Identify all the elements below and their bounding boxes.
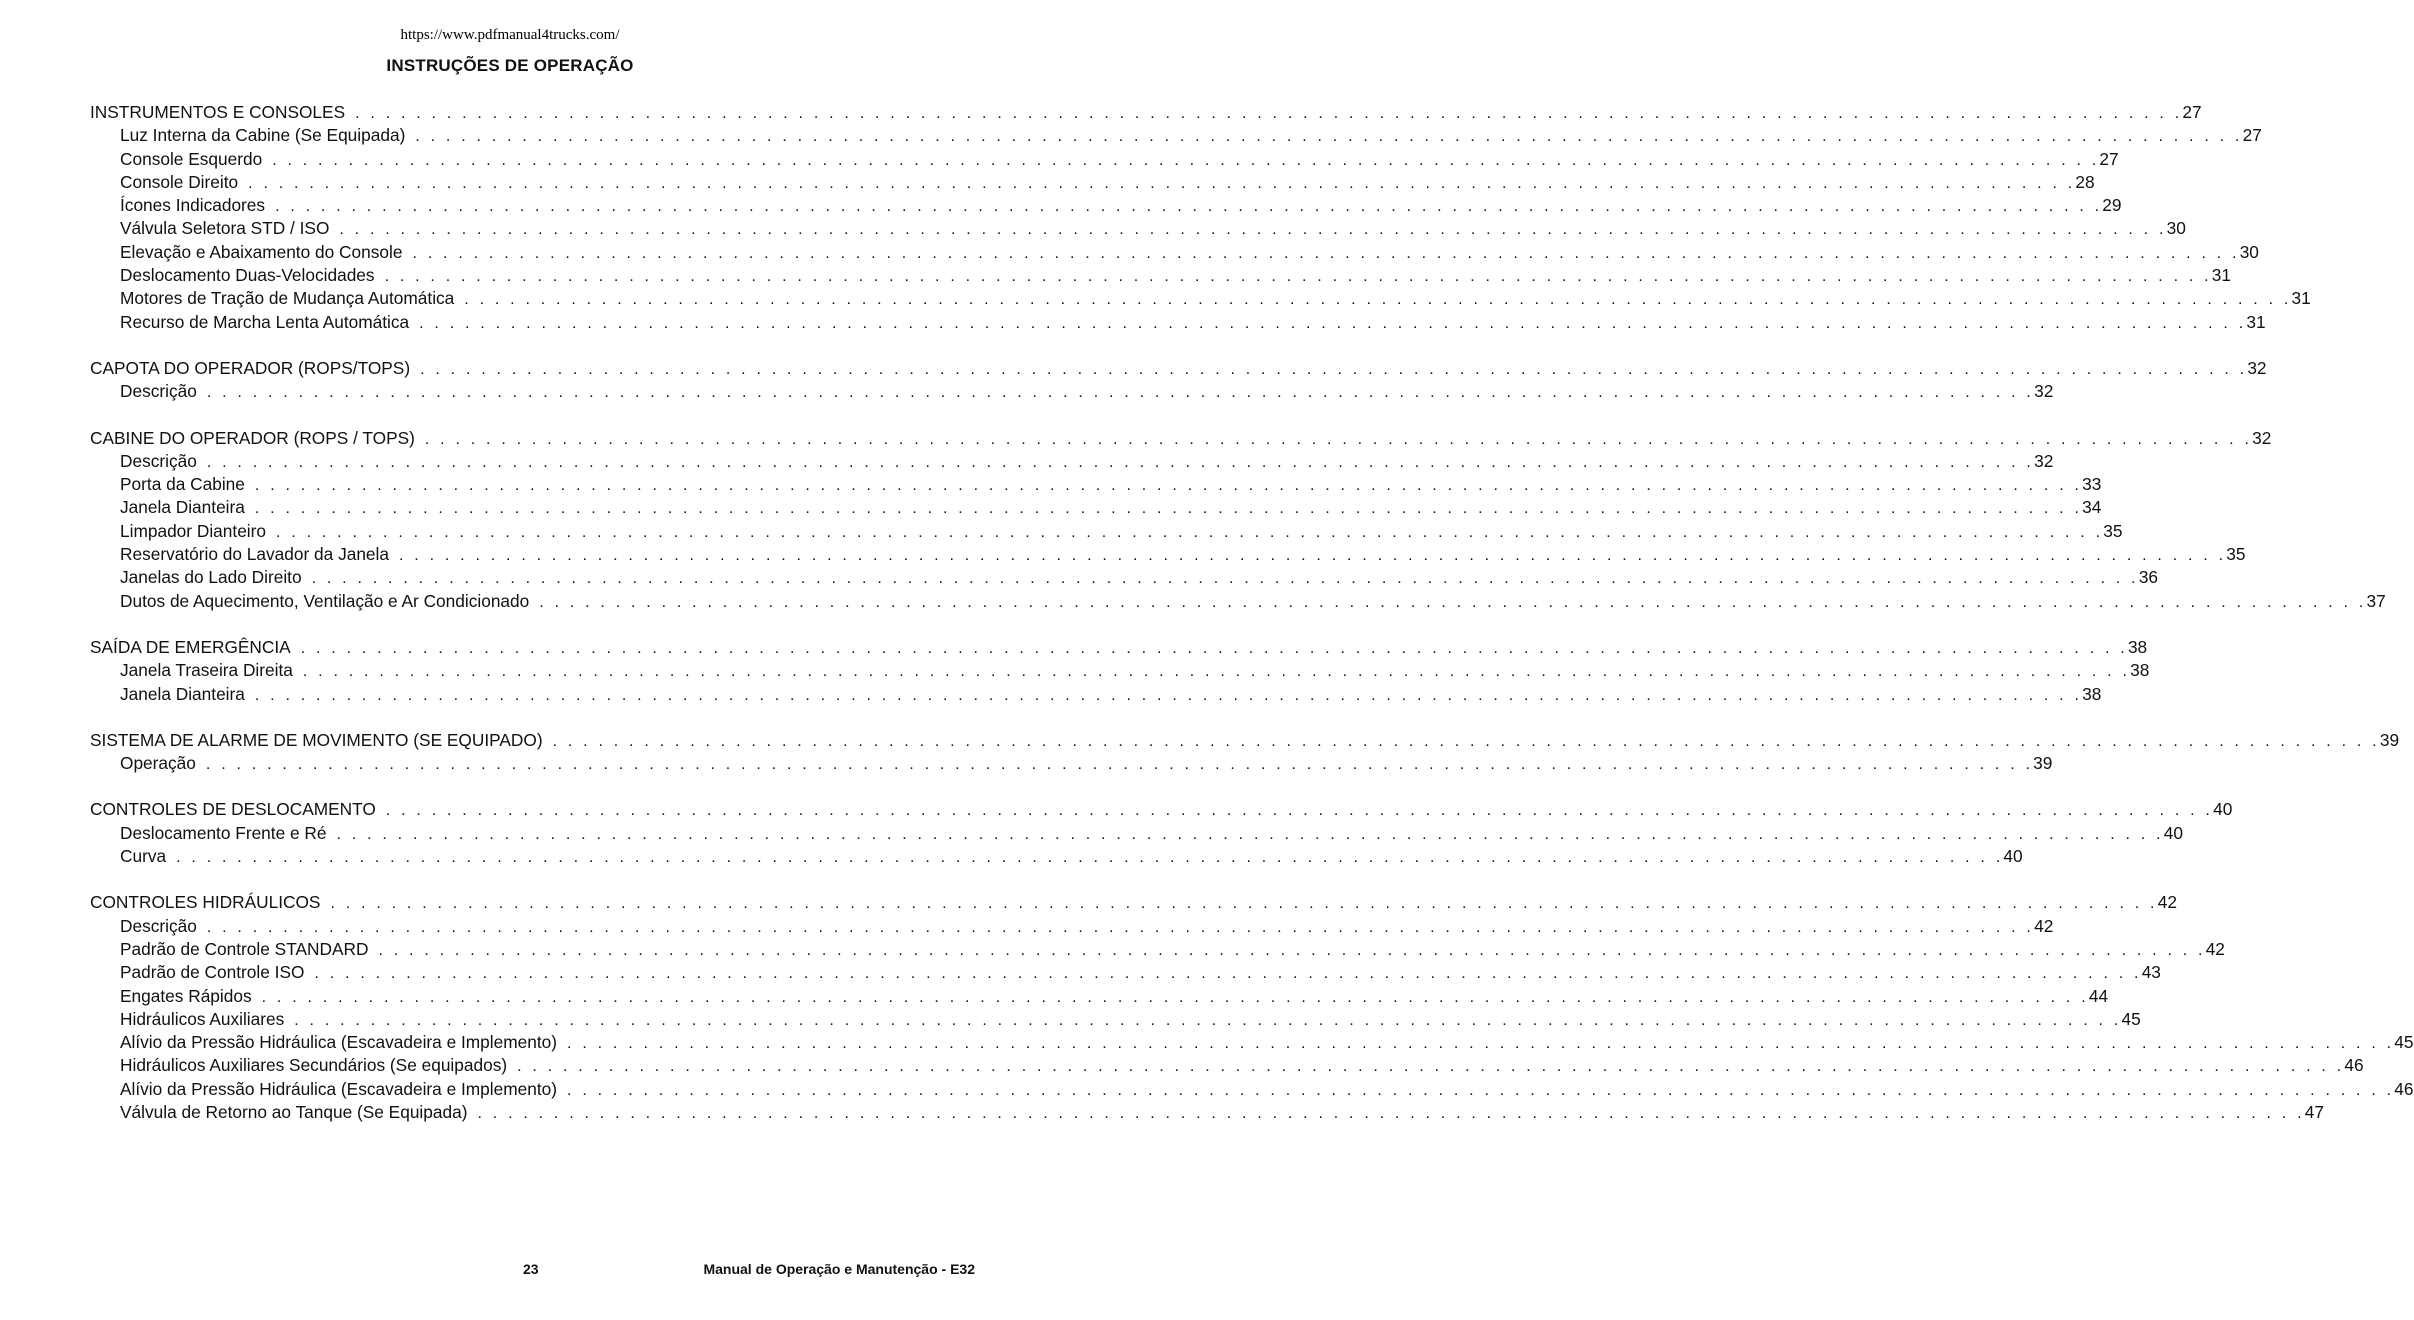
dot-leader: . . . . . . . . . . . . . . . . . . . . . . . . . . . . . . . . . . . . . . . . . . . . . . . . . . . . . . . . . . . . . . . . . . . . . . . . . . . . . . . . . . . . . . . . . . . . . . . . . . . . . . . . . . . . . . . . . . . . . . . . (384, 268, 2212, 286)
toc-section (90, 891, 2414, 1124)
toc-page-number: 27 (2099, 148, 2119, 169)
toc-page-number: 31 (2246, 311, 2266, 332)
toc-page-number: 40 (2213, 799, 2233, 820)
dot-leader: . . . . . . . . . . . . . . . . . . . . . . . . . . . . . . . . . . . . . . . . . . . . . . . . . . . . . . . . . . . . . . . . . . . . . . . . . . . . . . . . . . . . . . . . . . . . . . . . . . . . . . . . . . . . . . . . . . . . . . . . (254, 477, 2083, 495)
toc-subentry-label: Janela Dianteira (120, 497, 245, 518)
dot-leader: . . . . . . . . . . . . . . . . . . . . . . . . . . . . . . . . . . . . . . . . . . . . . . . . . . . . . . . . . . . . . . . . . . . . . . . . . . . . . . . . . . . . . . . . . . . . . . . . . . . . . . . . . . . . . . . . . . . . . . . . (272, 151, 2100, 169)
toc-subentry-label: Alívio da Pressão Hidráulica (Escavadeira e Implemento) (120, 1078, 558, 1099)
toc-subentry[interactable] (90, 473, 2102, 496)
toc-subentry-label: Deslocamento Duas-Velocidades (120, 265, 375, 286)
dot-leader: . . . . . . . . . . . . . . . . . . . . . . . . . . . . . . . . . . . . . . . . . . . . . . . . . . . . . . . . . . . . . . . . . . . . . . . . . . . . . . . . . . . . . . . . . . . . . . . . . . . . . . . . . . . . . . . . . . . . . . . . (261, 988, 2089, 1006)
toc-section-label: SAÍDA DE EMERGÊNCIA (90, 636, 291, 657)
dot-leader: . . . . . . . . . . . . . . . . . . . . . . . . . . . . . . . . . . . . . . . . . . . . . . . . . . . . . . . . . . . . . . . . . . . . . . . . . . . . . . . . . . . . . . . . . . . . . . . . . . . . . . . . . . . . . . . . . . . . . . . . (275, 198, 2103, 216)
toc-section-heading[interactable] (90, 729, 2400, 752)
toc-subentry[interactable] (90, 380, 2054, 403)
toc-page-number: 39 (2033, 753, 2053, 774)
toc-subentry-label: Limpador Dianteiro (120, 520, 267, 541)
toc-subentry-label: Recurso de Marcha Lenta Automática (120, 311, 410, 332)
toc-subentry-label: Console Direito (120, 171, 239, 192)
toc-subentry-label: Curva (120, 846, 167, 867)
toc-subentry-label: Padrão de Controle ISO (120, 962, 305, 983)
toc-page-number: 38 (2082, 683, 2102, 704)
dot-leader: . . . . . . . . . . . . . . . . . . . . . . . . . . . . . . . . . . . . . . . . . . . . . . . . . . . . . . . . . . . . . . . . . . . . . . . . . . . . . . . . . . . . . . . . . . . . . . . . . . . . . . . . . . . . . . . . . . . . . . . . (176, 849, 2004, 867)
toc-subentry[interactable] (90, 915, 2054, 938)
page-title: INSTRUÇÕES DE OPERAÇÃO (386, 56, 634, 75)
toc-page-number: 46 (2344, 1055, 2364, 1076)
toc-subentry[interactable] (90, 287, 2311, 310)
toc-section-label: SISTEMA DE ALARME DE MOVIMENTO (SE EQUIPADO) (90, 729, 543, 750)
toc-page-number: 42 (2034, 915, 2054, 936)
dot-leader: . . . . . . . . . . . . . . . . . . . . . . . . . . . . . . . . . . . . . . . . . . . . . . . . . . . . . . . . . . . . . . . . . . . . . . . . . . . . . . . . . . . . . . . . . . . . . . . . . . . . . . . . . . . . . . . . . . . . . . . . (552, 732, 2380, 750)
dot-leader: . . . . . . . . . . . . . . . . . . . . . . . . . . . . . . . . . . . . . . . . . . . . . . . . . . . . . . . . . . . . . . . . . . . . . . . . . . . . . . . . . . . . . . . . . . . . . . . . . . . . . . . . . . . . . . . . . . . . . . . . (355, 105, 2183, 122)
toc-subentry-label: Motores de Tração de Mudança Automática (120, 288, 455, 309)
dot-leader: . . . . . . . . . . . . . . . . . . . . . . . . . . . . . . . . . . . . . . . . . . . . . . . . . . . . . . . . . . . . . . . . . . . . . . . . . . . . . . . . . . . . . . . . . . . . . . . . . . . . . . . . . . . . . . . . . . . . . . . . (254, 500, 2083, 518)
toc-subentry-label: Janela Traseira Direita (120, 660, 293, 681)
toc-subentry[interactable] (90, 683, 2102, 706)
dot-leader: . . . . . . . . . . . . . . . . . . . . . . . . . . . . . . . . . . . . . . . . . . . . . . . . . . . . . . . . . . . . . . . . . . . . . . . . . . . . . . . . . . . . . . . . . . . . . . . . . . . . . . . . . . . . . . . . . . . . . . . . (311, 570, 2139, 588)
dot-leader: . . . . . . . . . . . . . . . . . . . . . . . . . . . . . . . . . . . . . . . . . . . . . . . . . . . . . . . . . . . . . . . . . . . . . . . . . . . . . . . . . . . . . . . . . . . . . . . . . . . . . . . . . . . . . . . . . . . . . . . . (378, 941, 2206, 959)
toc-subentry-label: Descrição (120, 450, 197, 471)
toc-subentry-label: Descrição (120, 381, 197, 402)
toc-subentry[interactable] (90, 1078, 2414, 1101)
dot-leader: . . . . . . . . . . . . . . . . . . . . . . . . . . . . . . . . . . . . . . . . . . . . . . . . . . . . . . . . . . . . . . . . . . . . . . . . . . . . . . . . . . . . . . . . . . . . . . . . . . . . . . . . . . . . . . . . . . . . . . . . (254, 686, 2083, 704)
toc-page-number: 36 (2138, 567, 2159, 588)
toc-subentry[interactable] (90, 659, 2150, 682)
source-url[interactable]: https://www.pdfmanual4trucks.com/ (400, 27, 620, 43)
toc-subentry-label: Engates Rápidos (120, 985, 252, 1006)
toc-subentry[interactable] (90, 241, 2259, 264)
toc-section-label: CONTROLES HIDRÁULICOS (90, 892, 321, 913)
toc-page-number: 35 (2226, 544, 2246, 565)
toc-page-number: 42 (2205, 938, 2225, 959)
toc-page-number: 42 (2157, 892, 2177, 913)
toc-page-number: 32 (2034, 381, 2054, 402)
toc-section-heading[interactable] (90, 798, 2233, 821)
toc-section-heading[interactable] (90, 101, 2202, 124)
toc-subentry[interactable] (90, 985, 2109, 1008)
toc-section (90, 427, 2386, 613)
toc-subentry-label: Descrição (120, 915, 197, 936)
toc-section (90, 357, 2267, 404)
toc-subentry-label: Janela Dianteira (120, 683, 245, 704)
dot-leader: . . . . . . . . . . . . . . . . . . . . . . . . . . . . . . . . . . . . . . . . . . . . . . . . . . . . . . . . . . . . . . . . . . . . . . . . . . . . . . . . . . . . . . . . . . . . . . . . . . . . . . . . . . . . . . . . . . . . . . . . (205, 756, 2034, 774)
toc-page-number: 29 (2102, 195, 2122, 216)
toc-subentry[interactable] (90, 217, 2186, 240)
toc-section-label: CAPOTA DO OPERADOR (ROPS/TOPS) (90, 357, 411, 378)
toc-subentry[interactable] (90, 822, 2183, 845)
toc-subentry-label: Alívio da Pressão Hidráulica (Escavadeira e Implemento) (120, 1032, 558, 1053)
footer-page-number: 23 (523, 1261, 539, 1277)
toc-subentry[interactable] (90, 148, 2119, 171)
toc-subentry-label: Válvula Seletora STD / ISO (120, 218, 330, 239)
toc-subentry[interactable] (90, 1031, 2414, 1054)
toc-section-heading[interactable] (90, 357, 2267, 380)
dot-leader: . . . . . . . . . . . . . . . . . . . . . . . . . . . . . . . . . . . . . . . . . . . . . . . . . . . . . . . . . . . . . . . . . . . . . . . . . . . . . . . . . . . . . . . . . . . . . . . . . . . . . . . . . . . . . . . . . . . . . . . . (567, 1035, 2395, 1053)
dot-leader: . . . . . . . . . . . . . . . . . . . . . . . . . . . . . . . . . . . . . . . . . . . . . . . . . . . . . . . . . . . . . . . . . . . . . . . . . . . . . . . . . . . . . . . . . . . . . . . . . . . . . . . . . . . . . . . . . . . . . . . . (517, 1058, 2345, 1076)
dot-leader: . . . . . . . . . . . . . . . . . . . . . . . . . . . . . . . . . . . . . . . . . . . . . . . . . . . . . . . . . . . . . . . . . . . . . . . . . . . . . . . . . . . . . . . . . . . . . . . . . . . . . . . . . . . . . . . . . . . . . . . . (420, 360, 2248, 378)
toc-subentry-label: Padrão de Controle STANDARD (120, 938, 369, 959)
dot-leader: . . . . . . . . . . . . . . . . . . . . . . . . . . . . . . . . . . . . . . . . . . . . . . . . . . . . . . . . . . . . . . . . . . . . . . . . . . . . . . . . . . . . . . . . . . . . . . . . . . . . . . . . . . . . . . . . . . . . . . . . (464, 291, 2292, 309)
toc-subentry[interactable] (90, 520, 2123, 543)
toc-subentry-label: Operação (120, 753, 196, 774)
toc-page-number: 46 (2394, 1078, 2414, 1099)
toc-subentry-label: Reservatório do Lavador da Janela (120, 544, 389, 565)
toc-section-label: CABINE DO OPERADOR (ROPS / TOPS) (90, 427, 415, 448)
toc-section (90, 636, 2150, 706)
dot-leader: . . . . . . . . . . . . . . . . . . . . . . . . . . . . . . . . . . . . . . . . . . . . . . . . . . . . . . . . . . . . . . . . . . . . . . . . . . . . . . . . . . . . . . . . . . . . . . . . . . . . . . . . . . . . . . . . . . . . . . . . (415, 128, 2243, 146)
toc-page-number: 27 (2242, 125, 2262, 146)
toc-page-number: 38 (2130, 660, 2150, 681)
toc-subentry[interactable] (90, 1054, 2364, 1077)
toc-page-number: 32 (2247, 357, 2267, 378)
toc-subentry[interactable] (90, 264, 2232, 287)
toc-subentry-label: Válvula de Retorno ao Tanque (Se Equipada) (120, 1101, 468, 1122)
toc-page-number: 38 (2127, 636, 2148, 657)
toc-subentry-label: Console Esquerdo (120, 148, 263, 169)
dot-leader: . . . . . . . . . . . . . . . . . . . . . . . . . . . . . . . . . . . . . . . . . . . . . . . . . . . . . . . . . . . . . . . . . . . . . . . . . . . . . . . . . . . . . . . . . . . . . . . . . . . . . . . . . . . . . . . . . . . . . . . . (206, 384, 2035, 402)
toc-subentry-label: Elevação e Abaixamento do Console (120, 241, 403, 262)
toc-section-label: CONTROLES DE DESLOCAMENTO (90, 799, 376, 820)
toc-subentry[interactable] (90, 566, 2159, 589)
dot-leader: . . . . . . . . . . . . . . . . . . . . . . . . . . . . . . . . . . . . . . . . . . . . . . . . . . . . . . . . . . . . . . . . . . . . . . . . . . . . . . . . . . . . . . . . . . . . . . . . . . . . . . . . . . . . . . . . . . . . . . . . (539, 593, 2367, 611)
toc-page-number: 31 (2211, 265, 2232, 286)
toc-section (90, 101, 2311, 334)
toc-subentry[interactable] (90, 543, 2246, 566)
toc-subentry[interactable] (90, 961, 2161, 984)
toc-page-number: 35 (2103, 520, 2123, 541)
toc-subentry[interactable] (90, 752, 2053, 775)
toc-section-label: INSTRUMENTOS E CONSOLES (90, 102, 346, 122)
toc-page-number: 39 (2379, 729, 2400, 750)
toc-page-number: 30 (2166, 218, 2186, 239)
toc-subentry[interactable] (90, 1008, 2141, 1031)
toc-page-number: 45 (2394, 1032, 2414, 1053)
toc-page-number: 47 (2304, 1101, 2324, 1122)
toc-subentry[interactable] (90, 1101, 2324, 1124)
dot-leader: . . . . . . . . . . . . . . . . . . . . . . . . . . . . . . . . . . . . . . . . . . . . . . . . . . . . . . . . . . . . . . . . . . . . . . . . . . . . . . . . . . . . . . . . . . . . . . . . . . . . . . . . . . . . . . . . . . . . . . . . (206, 453, 2035, 471)
toc-subentry[interactable] (90, 496, 2102, 519)
toc-page-number: 45 (2121, 1008, 2141, 1029)
toc-subentry-label: Ícones Indicadores (120, 195, 266, 216)
toc-page-number: 27 (2182, 102, 2202, 122)
dot-leader: . . . . . . . . . . . . . . . . . . . . . . . . . . . . . . . . . . . . . . . . . . . . . . . . . . . . . . . . . . . . . . . . . . . . . . . . . . . . . . . . . . . . . . . . . . . . . . . . . . . . . . . . . . . . . . . . . . . . . . . . (248, 174, 2076, 192)
toc-subentry[interactable] (90, 124, 2262, 147)
dot-leader: . . . . . . . . . . . . . . . . . . . . . . . . . . . . . . . . . . . . . . . . . . . . . . . . . . . . . . . . . . . . . . . . . . . . . . . . . . . . . . . . . . . . . . . . . . . . . . . . . . . . . . . . . . . . . . . . . . . . . . . . (294, 1011, 2122, 1029)
toc-page-number: 37 (2366, 590, 2386, 611)
dot-leader: . . . . . . . . . . . . . . . . . . . . . . . . . . . . . . . . . . . . . . . . . . . . . . . . . . . . . . . . . . . . . . . . . . . . . . . . . . . . . . . . . . . . . . . . . . . . . . . . . . . . . . . . . . . . . . . . . . . . . . . . (330, 895, 2158, 913)
dot-leader: . . . . . . . . . . . . . . . . . . . . . . . . . . . . . . . . . . . . . . . . . . . . . . . . . . . . . . . . . . . . . . . . . . . . . . . . . . . . . . . . . . . . . . . . . . . . . . . . . . . . . . . . . . . . . . . . . . . . . . . . (276, 523, 2104, 541)
toc-page-number: 32 (2252, 427, 2272, 448)
toc-subentry-label: Porta da Cabine (120, 474, 245, 495)
toc-page-number: 34 (2082, 497, 2102, 518)
toc-page-number: 40 (2003, 846, 2023, 867)
toc-subentry-label: Hidráulicos Auxiliares Secundários (Se equipados) (120, 1055, 508, 1076)
toc-page-number: 40 (2163, 822, 2183, 843)
toc-page-number: 43 (2141, 962, 2161, 983)
toc-subentry[interactable] (90, 938, 2225, 961)
dot-leader: . . . . . . . . . . . . . . . . . . . . . . . . . . . . . . . . . . . . . . . . . . . . . . . . . . . . . . . . . . . . . . . . . . . . . . . . . . . . . . . . . . . . . . . . . . . . . . . . . . . . . . . . . . . . . . . . . . . . . . . . (206, 918, 2035, 936)
toc-page-number: 28 (2075, 171, 2095, 192)
dot-leader: . . . . . . . . . . . . . . . . . . . . . . . . . . . . . . . . . . . . . . . . . . . . . . . . . . . . . . . . . . . . . . . . . . . . . . . . . . . . . . . . . . . . . . . . . . . . . . . . . . . . . . . . . . . . . . . . . . . . . . . . (339, 221, 2167, 239)
dot-leader: . . . . . . . . . . . . . . . . . . . . . . . . . . . . . . . . . . . . . . . . . . . . . . . . . . . . . . . . . . . . . . . . . . . . . . . . . . . . . . . . . . . . . . . . . . . . . . . . . . . . . . . . . . . . . . . . . . . . . . . . (300, 639, 2128, 657)
toc-subentry-label: Deslocamento Frente e Ré (120, 822, 327, 843)
toc-page-number: 33 (2082, 474, 2102, 495)
toc-subentry[interactable] (90, 194, 2122, 217)
toc-subentry[interactable] (90, 311, 2266, 334)
toc-subentry[interactable] (90, 845, 2023, 868)
toc-section-heading[interactable] (90, 891, 2177, 914)
toc-page-number: 44 (2088, 985, 2109, 1006)
toc-subentry-label: Hidráulicos Auxiliares (120, 1008, 285, 1029)
toc-subentry[interactable] (90, 171, 2095, 194)
toc-section (90, 798, 2233, 868)
dot-leader: . . . . . . . . . . . . . . . . . . . . . . . . . . . . . . . . . . . . . . . . . . . . . . . . . . . . . . . . . . . . . . . . . . . . . . . . . . . . . . . . . . . . . . . . . . . . . . . . . . . . . . . . . . . . . . . . . . . . . . . . (424, 430, 2253, 448)
toc-section-heading[interactable] (90, 427, 2272, 450)
toc-subentry-label: Dutos de Aquecimento, Ventilação e Ar Condicionado (120, 590, 530, 611)
dot-leader: . . . . . . . . . . . . . . . . . . . . . . . . . . . . . . . . . . . . . . . . . . . . . . . . . . . . . . . . . . . . . . . . . . . . . . . . . . . . . . . . . . . . . . . . . . . . . . . . . . . . . . . . . . . . . . . . . . . . . . . . (336, 825, 2164, 843)
toc-subentry[interactable] (90, 590, 2386, 613)
dot-leader: . . . . . . . . . . . . . . . . . . . . . . . . . . . . . . . . . . . . . . . . . . . . . . . . . . . . . . . . . . . . . . . . . . . . . . . . . . . . . . . . . . . . . . . . . . . . . . . . . . . . . . . . . . . . . . . . . . . . . . . . (567, 1081, 2395, 1099)
toc-page-number: 30 (2239, 241, 2259, 262)
dot-leader: . . . . . . . . . . . . . . . . . . . . . . . . . . . . . . . . . . . . . . . . . . . . . . . . . . . . . . . . . . . . . . . . . . . . . . . . . . . . . . . . . . . . . . . . . . . . . . . . . . . . . . . . . . . . . . . . . . . . . . . . (419, 314, 2247, 332)
toc-subentry[interactable] (90, 450, 2054, 473)
toc-page-number: 31 (2291, 288, 2311, 309)
table-of-contents (90, 101, 2414, 1147)
dot-leader: . . . . . . . . . . . . . . . . . . . . . . . . . . . . . . . . . . . . . . . . . . . . . . . . . . . . . . . . . . . . . . . . . . . . . . . . . . . . . . . . . . . . . . . . . . . . . . . . . . . . . . . . . . . . . . . . . . . . . . . . (302, 663, 2131, 681)
toc-page-number: 32 (2034, 450, 2054, 471)
toc-subentry-label: Janelas do Lado Direito (120, 567, 302, 588)
toc-section (90, 729, 2400, 776)
dot-leader: . . . . . . . . . . . . . . . . . . . . . . . . . . . . . . . . . . . . . . . . . . . . . . . . . . . . . . . . . . . . . . . . . . . . . . . . . . . . . . . . . . . . . . . . . . . . . . . . . . . . . . . . . . . . . . . . . . . . . . . . (412, 244, 2240, 262)
dot-leader: . . . . . . . . . . . . . . . . . . . . . . . . . . . . . . . . . . . . . . . . . . . . . . . . . . . . . . . . . . . . . . . . . . . . . . . . . . . . . . . . . . . . . . . . . . . . . . . . . . . . . . . . . . . . . . . . . . . . . . . . (385, 802, 2214, 820)
dot-leader: . . . . . . . . . . . . . . . . . . . . . . . . . . . . . . . . . . . . . . . . . . . . . . . . . . . . . . . . . . . . . . . . . . . . . . . . . . . . . . . . . . . . . . . . . . . . . . . . . . . . . . . . . . . . . . . . . . . . . . . . (477, 1104, 2305, 1122)
toc-subentry-label: Luz Interna da Cabine (Se Equipada) (120, 125, 406, 146)
toc-section-heading[interactable] (90, 636, 2148, 659)
dot-leader: . . . . . . . . . . . . . . . . . . . . . . . . . . . . . . . . . . . . . . . . . . . . . . . . . . . . . . . . . . . . . . . . . . . . . . . . . . . . . . . . . . . . . . . . . . . . . . . . . . . . . . . . . . . . . . . . . . . . . . . . (314, 965, 2142, 983)
dot-leader: . . . . . . . . . . . . . . . . . . . . . . . . . . . . . . . . . . . . . . . . . . . . . . . . . . . . . . . . . . . . . . . . . . . . . . . . . . . . . . . . . . . . . . . . . . . . . . . . . . . . . . . . . . . . . . . . . . . . . . . . (399, 547, 2227, 565)
footer-document-title: Manual de Operação e Manutenção - E32 (703, 1261, 975, 1277)
